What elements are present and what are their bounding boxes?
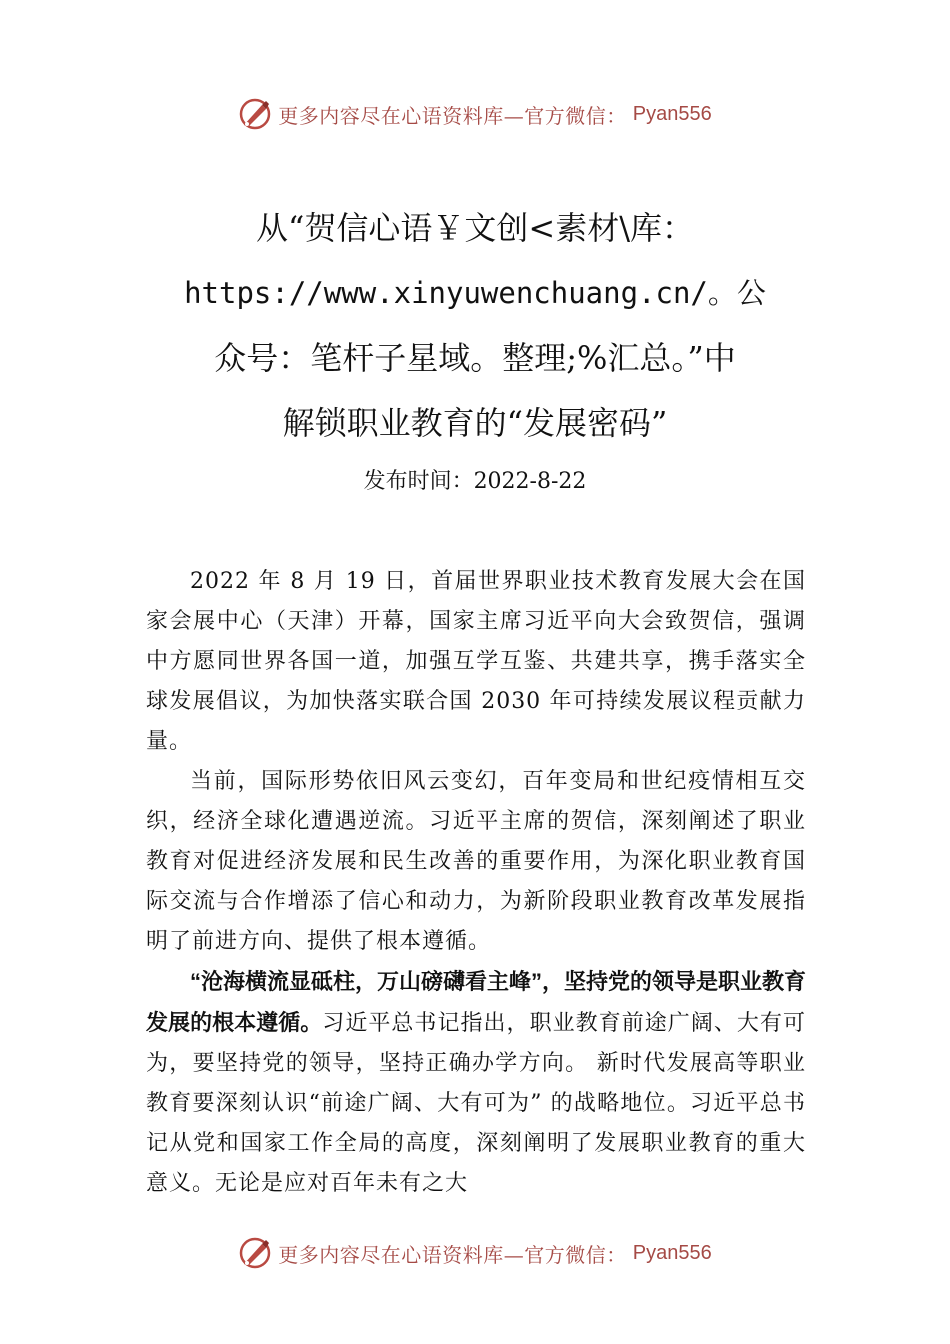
article-body	[146, 562, 806, 1204]
paragraph-3	[146, 962, 806, 1204]
article-title	[150, 196, 800, 456]
paragraph-1: 2022 年 8 月 19 日，首届世界职业技术教育发展大会在国家会展中心（天津）开幕，国家主席习近平向大会致贺信，强调中方愿同世界各国一道，加强互学互鉴、共建共享，携手落实全球发展倡议，为加快落实联合国 2030 年可持续发展议程贡献力量。	[146, 569, 806, 754]
watermark-wechat-id: Pyan556	[632, 102, 712, 125]
watermark-wechat-id: Pyan556	[632, 1241, 712, 1264]
header-watermark	[0, 94, 950, 134]
pen-logo-icon	[238, 97, 272, 131]
title-line-1: 从“贺信心语￥文创<素材\库：	[256, 209, 694, 247]
paragraph-3-text: 习近平总书记指出，职业教育前途广阔、大有可为，要坚持党的领导，坚持正确办学方向。 新时代发展高等职业教育要深刻认识“前途广阔、大有可为” 的战略地位。习近平总书记从党和国家工作全局的高度，深刻阐明了发展职业教育的重大意义。无论是应对百年未有之大	[146, 1011, 806, 1196]
title-line-4: 解锁职业教育的“发展密码”	[282, 404, 668, 442]
publish-date: 发布时间：2022-8-22	[363, 469, 587, 494]
title-line-2-url: https://www.xinyuwenchuang.cn/。公	[184, 276, 766, 310]
title-line-3: 众号：笔杆子星域。整理;%汇总。”中	[214, 339, 736, 377]
watermark-site-text: 更多内容尽在心语资料库—官方微信：	[278, 103, 627, 128]
footer-watermark	[0, 1233, 950, 1273]
paragraph-2: 当前，国际形势依旧风云变幻，百年变局和世纪疫情相互交织，经济全球化遭遇逆流。习近平主席的贺信，深刻阐述了职业教育对促进经济发展和民生改善的重要作用，为深化职业教育国际交流与合作增添了信心和动力，为新阶段职业教育改革发展指明了前进方向、提供了根本遵循。	[146, 769, 806, 954]
pen-logo-icon	[238, 1236, 272, 1270]
paragraph-3-bold-lead: “沧海横流显砥柱，万山磅礴看主峰”，坚持党的领导是职业教育发展的根本遵循。	[146, 969, 807, 1035]
watermark-site-text: 更多内容尽在心语资料库—官方微信：	[278, 1242, 627, 1267]
